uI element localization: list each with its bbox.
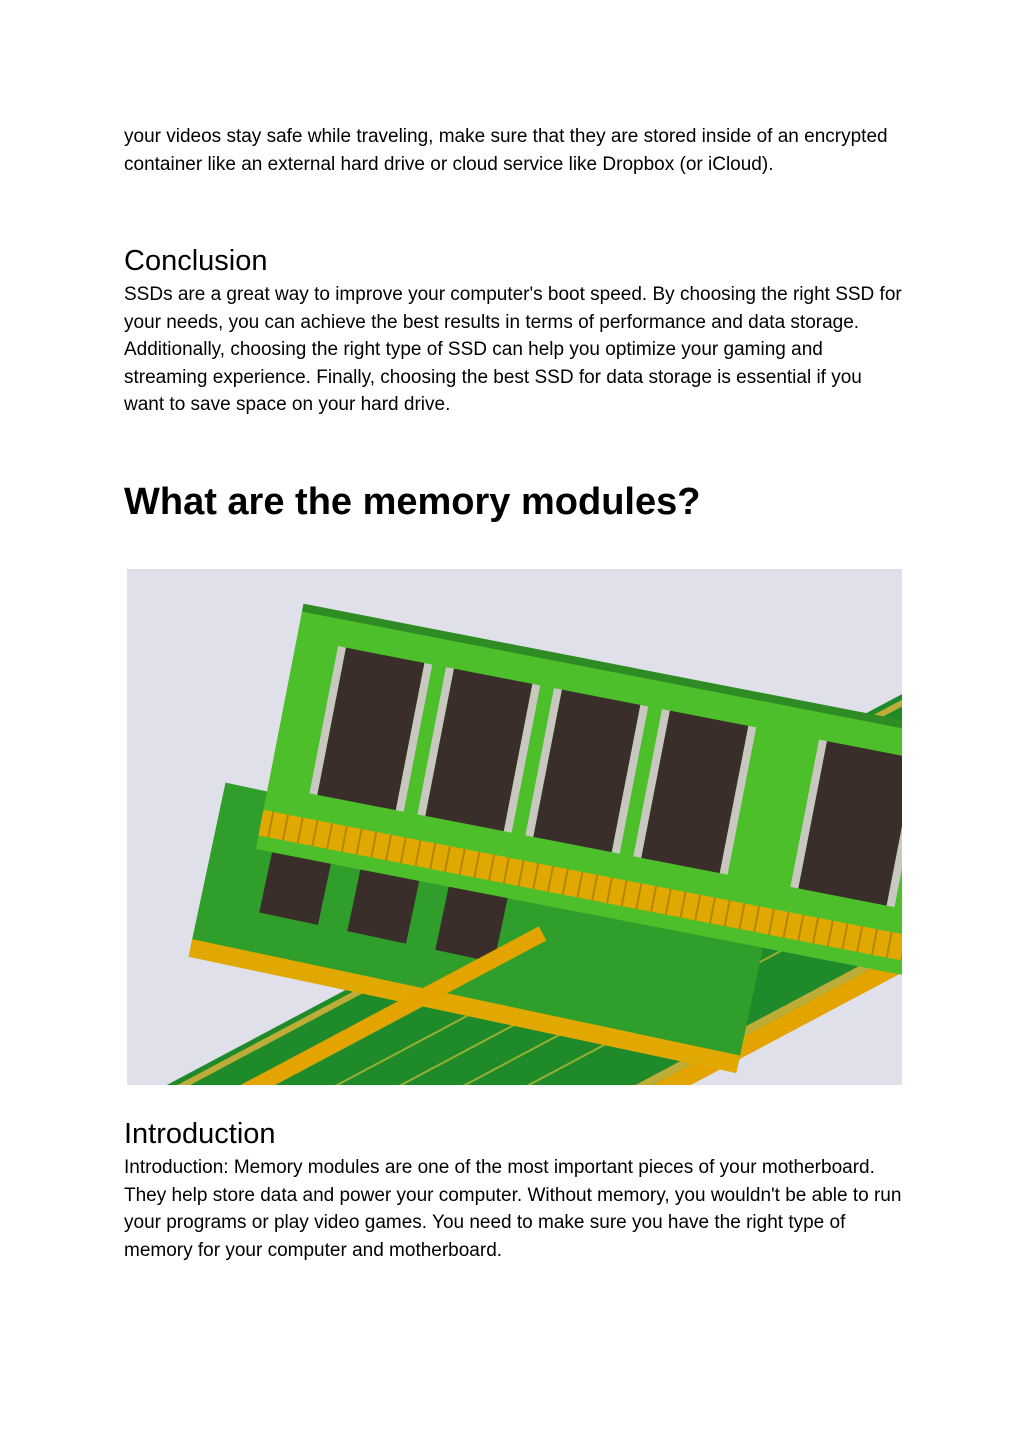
paragraph-conclusion: SSDs are a great way to improve your computer's boot speed. By choosing the right SSD for your needs, you can achieve the best results in terms of performance and data storage. Additionally, choosing the right type of SSD can help you optimize your gaming and streaming experience. Finally, choosing the best SSD for data storage is essential if you want to save space on your hard drive. bbox=[124, 284, 902, 415]
section-title: What are the memory modules? bbox=[124, 481, 701, 523]
heading-conclusion: Conclusion bbox=[124, 245, 268, 277]
paragraph-top: your videos stay safe while traveling, make sure that they are stored inside of an encrypted container like an external hard drive or cloud service like Dropbox (or iCloud). bbox=[124, 126, 888, 175]
heading-introduction: Introduction bbox=[124, 1118, 276, 1150]
paragraph-introduction: Introduction: Memory modules are one of the most important pieces of your motherboard. They help store data and power your computer. Without memory, you wouldn't be able to run your programs or play video games. You need to make sure you have the right type of memory for your computer and motherboard. bbox=[124, 1157, 902, 1261]
ram-modules-photo bbox=[127, 569, 902, 1085]
